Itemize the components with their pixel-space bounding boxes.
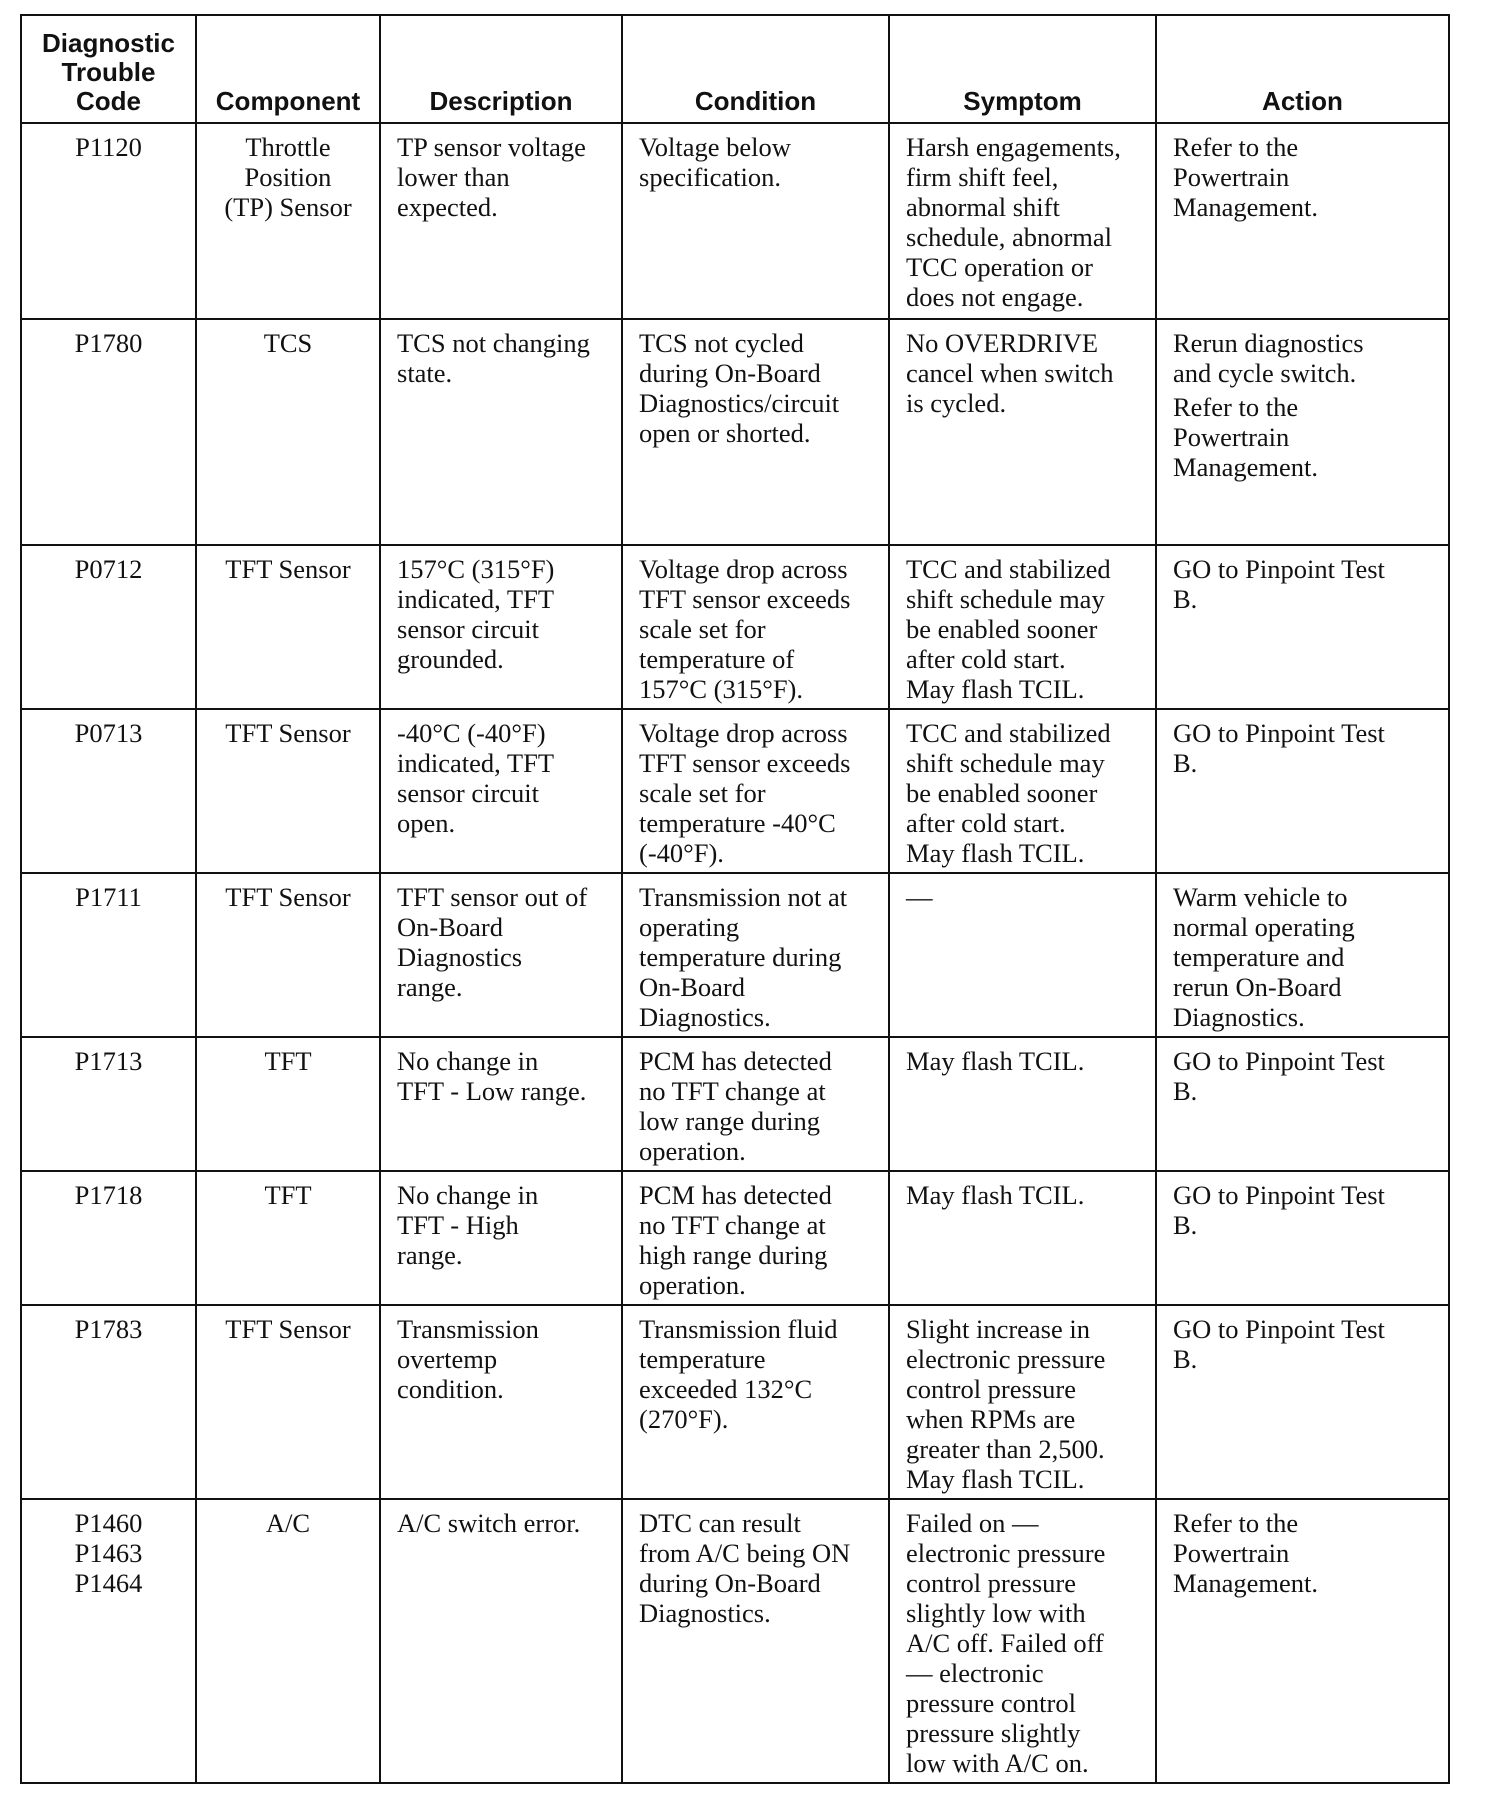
cell-line: TFT Sensor [225, 882, 351, 912]
cell-line: May flash TCIL. [906, 1180, 1085, 1210]
cell-line: Slight increase in [906, 1314, 1090, 1344]
cell-line: Management. [1173, 452, 1318, 482]
cell-line: no TFT change at [639, 1210, 826, 1240]
cell-line: rerun On-Board [1173, 972, 1342, 1002]
cell-line: open. [397, 808, 456, 838]
cell-line: On-Board [639, 972, 745, 1002]
cell-symptom [889, 1171, 1156, 1305]
cell-line: low with A/C on. [906, 1748, 1089, 1778]
cell-line: Diagnostics/circuit [639, 388, 840, 418]
cell-line: TFT [264, 1046, 312, 1076]
header-description: Description [380, 15, 622, 123]
cell-line: TFT Sensor [225, 718, 351, 748]
cell-line: operation. [639, 1270, 746, 1300]
cell-line: Transmission not at [639, 882, 848, 912]
cell-symptom [889, 873, 1156, 1037]
cell-action [1156, 1171, 1449, 1305]
cell-line: TFT Sensor [225, 1314, 351, 1344]
cell-line: TCS not cycled [639, 328, 804, 358]
cell-line: P1713 [74, 1046, 143, 1076]
cell-line: TCC and stabilized [906, 718, 1111, 748]
table-body [21, 123, 1449, 1783]
cell-condition [622, 545, 889, 709]
cell-code [21, 123, 196, 319]
cell-line: TFT - Low range. [397, 1076, 587, 1106]
action-paragraph [1173, 554, 1432, 614]
cell-component [196, 545, 380, 709]
cell-line: shift schedule may [906, 584, 1105, 614]
cell-line: temperature during [639, 942, 842, 972]
cell-line: Failed on — [906, 1508, 1039, 1538]
cell-line: and cycle switch. [1173, 358, 1357, 388]
cell-line: DTC can result [639, 1508, 801, 1538]
cell-line: Management. [1173, 192, 1318, 222]
cell-line: B. [1173, 748, 1198, 778]
cell-line: low range during [639, 1106, 821, 1136]
cell-code [21, 709, 196, 873]
cell-line: after cold start. [906, 644, 1066, 674]
cell-line: P1783 [74, 1314, 143, 1344]
cell-line: -40°C (-40°F) [397, 718, 546, 748]
cell-component [196, 319, 380, 545]
cell-line: GO to Pinpoint Test [1173, 1314, 1385, 1344]
cell-symptom [889, 1037, 1156, 1171]
table-row [21, 123, 1449, 319]
cell-line: Powertrain [1173, 422, 1290, 452]
cell-line: B. [1173, 584, 1198, 614]
cell-action [1156, 709, 1449, 873]
cell-line: Voltage drop across [639, 718, 848, 748]
cell-action [1156, 123, 1449, 319]
cell-action [1156, 873, 1449, 1037]
cell-action [1156, 1499, 1449, 1783]
cell-line: during On-Board [639, 1568, 821, 1598]
action-paragraph [1173, 328, 1432, 388]
action-paragraph [1173, 882, 1432, 1032]
cell-line: be enabled sooner [906, 778, 1098, 808]
cell-line: control pressure [906, 1374, 1076, 1404]
cell-line: No change in [397, 1046, 539, 1076]
cell-line: abnormal shift [906, 192, 1060, 222]
table-row [21, 319, 1449, 545]
cell-symptom [889, 1305, 1156, 1499]
table-row [21, 873, 1449, 1037]
cell-code [21, 873, 196, 1037]
cell-line: May flash TCIL. [906, 1046, 1085, 1076]
cell-line: (TP) Sensor [224, 192, 352, 222]
cell-line: condition. [397, 1374, 504, 1404]
cell-line: indicated, TFT [397, 584, 555, 614]
cell-condition [622, 1305, 889, 1499]
cell-line: May flash TCIL. [906, 1464, 1085, 1494]
cell-line: A/C off. Failed off [906, 1628, 1104, 1658]
cell-line: scale set for [639, 614, 766, 644]
cell-line: TCC and stabilized [906, 554, 1111, 584]
header-code-line: Code [76, 86, 141, 116]
cell-line: grounded. [397, 644, 504, 674]
cell-line: be enabled sooner [906, 614, 1098, 644]
cell-line: Transmission [397, 1314, 539, 1344]
cell-line: firm shift feel, [906, 162, 1059, 192]
cell-line: temperature of [639, 644, 795, 674]
cell-action [1156, 1037, 1449, 1171]
cell-line: range. [397, 972, 463, 1002]
cell-line: sensor circuit [397, 614, 540, 644]
cell-condition [622, 123, 889, 319]
cell-line: Throttle [245, 132, 331, 162]
cell-line: when RPMs are [906, 1404, 1076, 1434]
cell-line: Diagnostics. [639, 1598, 771, 1628]
cell-line: P1780 [74, 328, 143, 358]
cell-line: does not engage. [906, 282, 1084, 312]
cell-code [21, 545, 196, 709]
cell-code [21, 1499, 196, 1783]
cell-line: (-40°F). [639, 838, 724, 868]
cell-description [380, 709, 622, 873]
action-paragraph [1173, 1314, 1432, 1374]
cell-condition [622, 1499, 889, 1783]
header-symptom: Symptom [889, 15, 1156, 123]
cell-line: No change in [397, 1180, 539, 1210]
table-row [21, 545, 1449, 709]
cell-description [380, 1305, 622, 1499]
cell-line: overtemp [397, 1344, 498, 1374]
cell-symptom [889, 545, 1156, 709]
cell-component [196, 1037, 380, 1171]
cell-component [196, 1499, 380, 1783]
cell-line: No OVERDRIVE [906, 328, 1099, 358]
cell-line: operating [639, 912, 740, 942]
cell-component [196, 123, 380, 319]
cell-line: is cycled. [906, 388, 1007, 418]
cell-line: sensor circuit [397, 778, 540, 808]
cell-line: B. [1173, 1076, 1198, 1106]
cell-line: schedule, abnormal [906, 222, 1113, 252]
cell-description [380, 319, 622, 545]
header-component: Component [196, 15, 380, 123]
dtc-table [20, 14, 1450, 1784]
cell-line: B. [1173, 1210, 1198, 1240]
cell-line: Powertrain [1173, 1538, 1290, 1568]
cell-symptom [889, 319, 1156, 545]
cell-line: A/C switch error. [397, 1508, 581, 1538]
cell-line: — electronic [906, 1658, 1044, 1688]
cell-line: high range during [639, 1240, 828, 1270]
cell-line: Diagnostics. [1173, 1002, 1305, 1032]
cell-code [21, 1171, 196, 1305]
cell-condition [622, 1037, 889, 1171]
cell-line: P1460 [74, 1508, 143, 1538]
cell-line: expected. [397, 192, 498, 222]
cell-line: from A/C being ON [639, 1538, 851, 1568]
cell-line: specification. [639, 162, 782, 192]
cell-line: GO to Pinpoint Test [1173, 554, 1385, 584]
cell-line: lower than [397, 162, 510, 192]
cell-code [21, 1305, 196, 1499]
cell-description [380, 123, 622, 319]
cell-line: Voltage drop across [639, 554, 848, 584]
cell-line: 157°C (315°F). [639, 674, 804, 704]
cell-line: — [906, 882, 933, 912]
cell-condition [622, 873, 889, 1037]
header-row [21, 15, 1449, 123]
cell-line: Refer to the [1173, 392, 1299, 422]
cell-condition [622, 1171, 889, 1305]
cell-description [380, 1499, 622, 1783]
action-paragraph [1173, 1046, 1432, 1106]
header-action: Action [1156, 15, 1449, 123]
cell-line: Transmission fluid [639, 1314, 838, 1344]
cell-line: temperature and [1173, 942, 1345, 972]
cell-line: Refer to the [1173, 132, 1299, 162]
cell-code [21, 319, 196, 545]
table-row [21, 1171, 1449, 1305]
cell-line: P1464 [74, 1568, 143, 1598]
cell-description [380, 1037, 622, 1171]
cell-description [380, 873, 622, 1037]
cell-line: TFT [264, 1180, 312, 1210]
cell-line: P1120 [75, 132, 142, 162]
action-paragraph [1173, 1180, 1432, 1240]
cell-line: Rerun diagnostics [1173, 328, 1364, 358]
cell-line: TFT sensor out of [397, 882, 588, 912]
cell-line: B. [1173, 1344, 1198, 1374]
cell-line: Diagnostics. [639, 1002, 771, 1032]
cell-line: temperature -40°C [639, 808, 836, 838]
cell-line: Warm vehicle to [1173, 882, 1348, 912]
cell-line: slightly low with [906, 1598, 1086, 1628]
cell-line: Refer to the [1173, 1508, 1299, 1538]
cell-line: pressure control [906, 1688, 1076, 1718]
cell-line: TCS not changing [397, 328, 590, 358]
cell-line: 157°C (315°F) [397, 554, 555, 584]
cell-symptom [889, 709, 1156, 873]
cell-line: PCM has detected [639, 1046, 832, 1076]
cell-line: GO to Pinpoint Test [1173, 1180, 1385, 1210]
cell-line: open or shorted. [639, 418, 811, 448]
cell-description [380, 1171, 622, 1305]
cell-line: TFT sensor exceeds [639, 584, 851, 614]
cell-action [1156, 1305, 1449, 1499]
cell-line: indicated, TFT [397, 748, 555, 778]
cell-line: control pressure [906, 1568, 1076, 1598]
cell-line: TFT - High [397, 1210, 519, 1240]
cell-component [196, 1305, 380, 1499]
cell-line: operation. [639, 1136, 746, 1166]
cell-line: TFT sensor exceeds [639, 748, 851, 778]
cell-line: no TFT change at [639, 1076, 826, 1106]
cell-line: Diagnostics [397, 942, 523, 972]
cell-component [196, 873, 380, 1037]
cell-line: On-Board [397, 912, 503, 942]
cell-line: Management. [1173, 1568, 1318, 1598]
cell-line: TFT Sensor [225, 554, 351, 584]
cell-line: cancel when switch [906, 358, 1114, 388]
cell-line: electronic pressure [906, 1538, 1106, 1568]
cell-line: TCS [263, 328, 313, 358]
cell-line: after cold start. [906, 808, 1066, 838]
cell-code [21, 1037, 196, 1171]
header-code-line: Diagnostic [42, 28, 175, 58]
cell-line: GO to Pinpoint Test [1173, 1046, 1385, 1076]
cell-line: A/C [265, 1508, 311, 1538]
cell-line: shift schedule may [906, 748, 1105, 778]
table-row [21, 1037, 1449, 1171]
cell-line: exceeded 132°C [639, 1374, 813, 1404]
cell-line: May flash TCIL. [906, 838, 1085, 868]
cell-line: during On-Board [639, 358, 821, 388]
header-code [21, 15, 196, 123]
cell-line: P1718 [74, 1180, 143, 1210]
table-row [21, 1499, 1449, 1783]
cell-line: P0712 [74, 554, 143, 584]
cell-line: temperature [639, 1344, 766, 1374]
cell-condition [622, 319, 889, 545]
cell-line: P1463 [74, 1538, 143, 1568]
cell-line: May flash TCIL. [906, 674, 1085, 704]
header-condition: Condition [622, 15, 889, 123]
header-code-line: Trouble [61, 57, 156, 87]
cell-line: Voltage below [639, 132, 791, 162]
cell-line: TCC operation or [906, 252, 1093, 282]
cell-line: Position [244, 162, 332, 192]
cell-condition [622, 709, 889, 873]
cell-component [196, 1171, 380, 1305]
cell-line: P0713 [74, 718, 143, 748]
cell-description [380, 545, 622, 709]
table-row [21, 1305, 1449, 1499]
cell-line: PCM has detected [639, 1180, 832, 1210]
cell-action [1156, 319, 1449, 545]
action-paragraph [1173, 392, 1432, 482]
action-paragraph [1173, 1508, 1432, 1598]
cell-action [1156, 545, 1449, 709]
cell-line: GO to Pinpoint Test [1173, 718, 1385, 748]
cell-symptom [889, 1499, 1156, 1783]
cell-line: electronic pressure [906, 1344, 1106, 1374]
cell-line: TP sensor voltage [397, 132, 586, 162]
action-paragraph [1173, 132, 1432, 222]
cell-line: greater than 2,500. [906, 1434, 1105, 1464]
cell-line: range. [397, 1240, 463, 1270]
cell-line: scale set for [639, 778, 766, 808]
table-row [21, 709, 1449, 873]
cell-line: P1711 [75, 882, 142, 912]
cell-line: Powertrain [1173, 162, 1290, 192]
cell-component [196, 709, 380, 873]
cell-line: Harsh engagements, [906, 132, 1121, 162]
cell-line: normal operating [1173, 912, 1355, 942]
cell-line: pressure slightly [906, 1718, 1081, 1748]
cell-line: state. [397, 358, 453, 388]
action-paragraph [1173, 718, 1432, 778]
cell-line: (270°F). [639, 1404, 729, 1434]
cell-symptom [889, 123, 1156, 319]
